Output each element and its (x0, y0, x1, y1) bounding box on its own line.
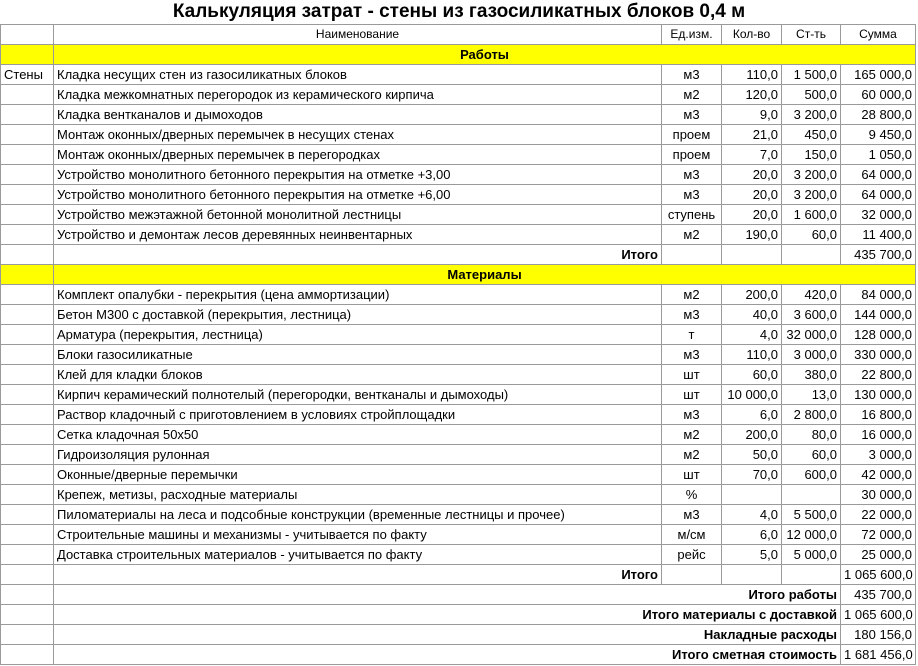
header-row (1, 25, 916, 45)
unit-cell[interactable]: м3 (662, 345, 722, 365)
price-cell[interactable]: 32 000,0 (782, 325, 841, 345)
section-total-row (1, 245, 916, 265)
cost-table-body (1, 25, 916, 665)
item-name-cell[interactable]: Оконные/дверные перемычки (54, 465, 662, 485)
item-name-cell[interactable]: Устройство межэтажной бетонной монолитной лестницы (54, 205, 662, 225)
materials-section-header-label: Материалы (54, 265, 916, 285)
unit-cell[interactable]: шт (662, 465, 722, 485)
group-cell[interactable] (1, 305, 54, 325)
group-cell[interactable] (1, 585, 54, 605)
qty-cell[interactable]: 120,0 (722, 85, 782, 105)
qty-cell[interactable]: 20,0 (722, 205, 782, 225)
table-row (1, 385, 916, 405)
unit-cell[interactable]: м3 (662, 405, 722, 425)
summary-value[interactable]: 435 700,0 (841, 585, 916, 605)
unit-cell[interactable]: м2 (662, 445, 722, 465)
item-name-cell[interactable]: Монтаж оконных/дверных перемычек в перегородках (54, 145, 662, 165)
group-cell[interactable] (1, 145, 54, 165)
item-name-cell[interactable]: Устройство монолитного бетонного перекрытия на отметке +6,00 (54, 185, 662, 205)
table-row (1, 205, 916, 225)
sum-cell[interactable]: 130 000,0 (841, 385, 916, 405)
price-cell[interactable] (782, 245, 841, 265)
unit-cell[interactable] (662, 565, 722, 585)
sum-cell[interactable]: 11 400,0 (841, 225, 916, 245)
price-cell[interactable]: 5 000,0 (782, 545, 841, 565)
section-total-label[interactable]: Итого (54, 565, 662, 585)
qty-cell[interactable]: 5,0 (722, 545, 782, 565)
sum-cell[interactable]: 64 000,0 (841, 165, 916, 185)
unit-cell[interactable]: м3 (662, 105, 722, 125)
summary-value[interactable]: 1 681 456,0 (841, 645, 916, 665)
sum-cell[interactable]: 16 800,0 (841, 405, 916, 425)
item-name-cell[interactable]: Кирпич керамический полнотелый (перегородки, вентканалы и дымоходы) (54, 385, 662, 405)
summary-value[interactable]: 1 065 600,0 (841, 605, 916, 625)
group-cell[interactable] (1, 245, 54, 265)
table-row (1, 445, 916, 465)
qty-column-header[interactable]: Кол-во (722, 25, 782, 45)
group-cell[interactable] (1, 545, 54, 565)
name-column-header[interactable]: Наименование (54, 25, 662, 45)
table-row (1, 485, 916, 505)
section-spacer-cell (1, 45, 54, 65)
group-cell[interactable] (1, 625, 54, 645)
unit-cell[interactable]: шт (662, 365, 722, 385)
group-cell[interactable] (1, 285, 54, 305)
group-cell[interactable] (1, 185, 54, 205)
section-total-value[interactable]: 1 065 600,0 (841, 565, 916, 585)
qty-cell[interactable]: 70,0 (722, 465, 782, 485)
price-column-header[interactable]: Ст-ть (782, 25, 841, 45)
item-name-cell[interactable]: Раствор кладочный с приготовлением в условиях стройплощадки (54, 405, 662, 425)
unit-cell[interactable]: м3 (662, 185, 722, 205)
cost-table (0, 24, 916, 665)
group-cell[interactable] (1, 485, 54, 505)
group-cell[interactable] (1, 405, 54, 425)
price-cell[interactable]: 3 600,0 (782, 305, 841, 325)
price-cell[interactable]: 13,0 (782, 385, 841, 405)
price-cell[interactable]: 3 200,0 (782, 185, 841, 205)
item-name-cell[interactable]: Арматура (перекрытия, лестница) (54, 325, 662, 345)
group-cell[interactable] (1, 165, 54, 185)
summary-row (1, 605, 916, 625)
summary-row (1, 645, 916, 665)
table-row (1, 125, 916, 145)
price-cell[interactable]: 3 200,0 (782, 105, 841, 125)
sum-cell[interactable]: 22 800,0 (841, 365, 916, 385)
qty-cell[interactable]: 20,0 (722, 165, 782, 185)
group-cell[interactable] (1, 445, 54, 465)
qty-cell[interactable] (722, 245, 782, 265)
unit-cell[interactable]: рейс (662, 545, 722, 565)
sum-cell[interactable]: 32 000,0 (841, 205, 916, 225)
group-header-cell (1, 25, 54, 45)
qty-cell[interactable]: 4,0 (722, 325, 782, 345)
qty-cell[interactable]: 110,0 (722, 65, 782, 85)
sum-cell[interactable]: 22 000,0 (841, 505, 916, 525)
qty-cell[interactable]: 40,0 (722, 305, 782, 325)
sum-cell[interactable]: 64 000,0 (841, 185, 916, 205)
unit-cell[interactable]: шт (662, 385, 722, 405)
group-cell[interactable] (1, 205, 54, 225)
price-cell[interactable]: 1 600,0 (782, 205, 841, 225)
unit-cell[interactable]: м3 (662, 505, 722, 525)
qty-cell[interactable]: 110,0 (722, 345, 782, 365)
group-cell[interactable] (1, 125, 54, 145)
sum-cell[interactable]: 165 000,0 (841, 65, 916, 85)
price-cell[interactable]: 600,0 (782, 465, 841, 485)
group-label-cell[interactable]: Стены (1, 65, 54, 85)
table-row (1, 505, 916, 525)
qty-cell[interactable]: 200,0 (722, 425, 782, 445)
qty-cell[interactable]: 9,0 (722, 105, 782, 125)
table-row (1, 105, 916, 125)
item-name-cell[interactable]: Клей для кладки блоков (54, 365, 662, 385)
item-name-cell[interactable]: Строительные машины и механизмы - учитывается по факту (54, 525, 662, 545)
table-row (1, 465, 916, 485)
summary-row (1, 625, 916, 645)
item-name-cell[interactable]: Устройство монолитного бетонного перекрытия на отметке +3,00 (54, 165, 662, 185)
price-cell[interactable]: 5 500,0 (782, 505, 841, 525)
sum-cell[interactable]: 144 000,0 (841, 305, 916, 325)
item-name-cell[interactable]: Бетон М300 с доставкой (перекрытия, лестница) (54, 305, 662, 325)
sum-cell[interactable]: 28 800,0 (841, 105, 916, 125)
table-row (1, 325, 916, 345)
group-cell[interactable] (1, 225, 54, 245)
sum-cell[interactable]: 72 000,0 (841, 525, 916, 545)
sum-cell[interactable]: 30 000,0 (841, 485, 916, 505)
section-spacer-cell (1, 265, 54, 285)
group-cell[interactable] (1, 645, 54, 665)
qty-cell[interactable]: 6,0 (722, 525, 782, 545)
sum-cell[interactable]: 25 000,0 (841, 545, 916, 565)
item-name-cell[interactable]: Крепеж, метизы, расходные материалы (54, 485, 662, 505)
item-name-cell[interactable]: Доставка строительных материалов - учитывается по факту (54, 545, 662, 565)
sum-column-header[interactable]: Сумма (841, 25, 916, 45)
price-cell[interactable]: 12 000,0 (782, 525, 841, 545)
qty-cell[interactable]: 4,0 (722, 505, 782, 525)
sum-cell[interactable]: 3 000,0 (841, 445, 916, 465)
price-cell[interactable]: 80,0 (782, 425, 841, 445)
sheet-title: Калькуляция затрат - стены из газосиликатных блоков 0,4 м (172, 1, 746, 22)
item-name-cell[interactable]: Блоки газосиликатные (54, 345, 662, 365)
sum-cell[interactable]: 84 000,0 (841, 285, 916, 305)
qty-cell[interactable] (722, 485, 782, 505)
qty-cell[interactable]: 190,0 (722, 225, 782, 245)
item-name-cell[interactable]: Кладка межкомнатных перегородок из керамического кирпича (54, 85, 662, 105)
sum-cell[interactable]: 128 000,0 (841, 325, 916, 345)
unit-cell[interactable]: проем (662, 125, 722, 145)
sum-cell[interactable]: 330 000,0 (841, 345, 916, 365)
summary-value[interactable]: 180 156,0 (841, 625, 916, 645)
unit-cell[interactable]: м2 (662, 285, 722, 305)
qty-cell[interactable]: 20,0 (722, 185, 782, 205)
qty-cell[interactable]: 50,0 (722, 445, 782, 465)
price-cell[interactable] (782, 565, 841, 585)
group-cell[interactable] (1, 525, 54, 545)
group-cell[interactable] (1, 425, 54, 445)
section-total-row (1, 565, 916, 585)
section-total-label[interactable]: Итого (54, 245, 662, 265)
price-cell[interactable] (782, 485, 841, 505)
group-cell[interactable] (1, 385, 54, 405)
sum-cell[interactable]: 42 000,0 (841, 465, 916, 485)
table-row (1, 525, 916, 545)
unit-cell[interactable]: % (662, 485, 722, 505)
price-cell[interactable]: 420,0 (782, 285, 841, 305)
item-name-cell[interactable]: Монтаж оконных/дверных перемычек в несущих стенах (54, 125, 662, 145)
item-name-cell[interactable]: Устройство и демонтаж лесов деревянных неинвентарных (54, 225, 662, 245)
table-row (1, 305, 916, 325)
unit-cell[interactable]: м2 (662, 425, 722, 445)
item-name-cell[interactable]: Гидроизоляция рулонная (54, 445, 662, 465)
table-row (1, 285, 916, 305)
section-total-value[interactable]: 435 700,0 (841, 245, 916, 265)
unit-cell[interactable]: м2 (662, 225, 722, 245)
unit-cell[interactable] (662, 245, 722, 265)
unit-cell[interactable]: ступень (662, 205, 722, 225)
group-cell[interactable] (1, 85, 54, 105)
works-section-header (1, 45, 916, 65)
price-cell[interactable]: 450,0 (782, 125, 841, 145)
price-cell[interactable]: 60,0 (782, 225, 841, 245)
price-cell[interactable]: 2 800,0 (782, 405, 841, 425)
table-row (1, 545, 916, 565)
price-cell[interactable]: 1 500,0 (782, 65, 841, 85)
qty-cell[interactable]: 7,0 (722, 145, 782, 165)
unit-cell[interactable]: т (662, 325, 722, 345)
qty-cell[interactable] (722, 565, 782, 585)
group-cell[interactable] (1, 325, 54, 345)
group-cell[interactable] (1, 345, 54, 365)
qty-cell[interactable]: 21,0 (722, 125, 782, 145)
qty-cell[interactable]: 10 000,0 (722, 385, 782, 405)
unit-cell[interactable]: м3 (662, 305, 722, 325)
price-cell[interactable]: 60,0 (782, 445, 841, 465)
table-row (1, 145, 916, 165)
group-cell[interactable] (1, 465, 54, 485)
unit-column-header[interactable]: Ед.изм. (662, 25, 722, 45)
price-cell[interactable]: 3 200,0 (782, 165, 841, 185)
price-cell[interactable]: 150,0 (782, 145, 841, 165)
table-row (1, 65, 916, 85)
qty-cell[interactable]: 6,0 (722, 405, 782, 425)
unit-cell[interactable]: проем (662, 145, 722, 165)
summary-label[interactable]: Итого работы (54, 585, 841, 605)
price-cell[interactable]: 3 000,0 (782, 345, 841, 365)
table-row (1, 165, 916, 185)
item-name-cell[interactable]: Сетка кладочная 50х50 (54, 425, 662, 445)
sum-cell[interactable]: 16 000,0 (841, 425, 916, 445)
table-row (1, 85, 916, 105)
summary-label[interactable]: Итого сметная стоимость (54, 645, 841, 665)
unit-cell[interactable]: м3 (662, 65, 722, 85)
sum-cell[interactable]: 60 000,0 (841, 85, 916, 105)
table-row (1, 405, 916, 425)
item-name-cell[interactable]: Комплект опалубки - перекрытия (цена аммортизации) (54, 285, 662, 305)
sum-cell[interactable]: 1 050,0 (841, 145, 916, 165)
group-cell[interactable] (1, 605, 54, 625)
qty-cell[interactable]: 60,0 (722, 365, 782, 385)
sum-cell[interactable]: 9 450,0 (841, 125, 916, 145)
table-row (1, 185, 916, 205)
table-row (1, 425, 916, 445)
item-name-cell[interactable]: Кладка несущих стен из газосиликатных блоков (54, 65, 662, 85)
item-name-cell[interactable]: Пиломатериалы на леса и подсобные конструкции (временные лестницы и прочее) (54, 505, 662, 525)
group-cell[interactable] (1, 565, 54, 585)
group-cell[interactable] (1, 505, 54, 525)
summary-label[interactable]: Итого материалы с доставкой (54, 605, 841, 625)
summary-row (1, 585, 916, 605)
table-row (1, 345, 916, 365)
price-cell[interactable]: 380,0 (782, 365, 841, 385)
unit-cell[interactable]: м/см (662, 525, 722, 545)
group-cell[interactable] (1, 365, 54, 385)
item-name-cell[interactable]: Кладка вентканалов и дымоходов (54, 105, 662, 125)
price-cell[interactable]: 500,0 (782, 85, 841, 105)
materials-section-header (1, 265, 916, 285)
unit-cell[interactable]: м3 (662, 165, 722, 185)
works-section-header-label: Работы (54, 45, 916, 65)
group-cell[interactable] (1, 105, 54, 125)
summary-label[interactable]: Накладные расходы (54, 625, 841, 645)
qty-cell[interactable]: 200,0 (722, 285, 782, 305)
unit-cell[interactable]: м2 (662, 85, 722, 105)
table-row (1, 225, 916, 245)
table-row (1, 365, 916, 385)
